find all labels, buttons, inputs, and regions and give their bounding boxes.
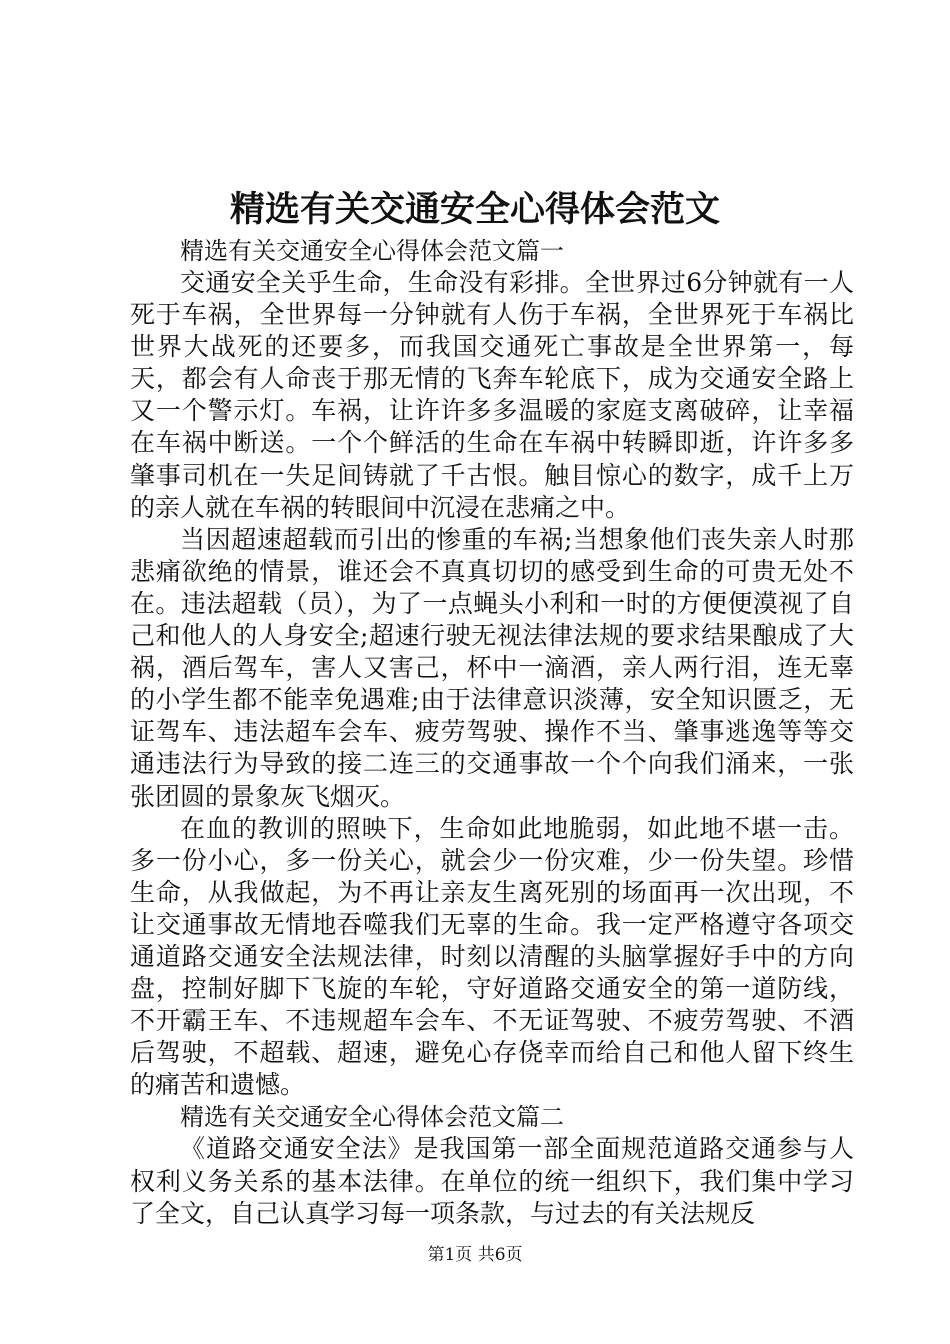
paragraph: 交通安全关乎生命，生命没有彩排。全世界过6分钟就有一人死于车祸，全世界每一分钟就有人伤于车祸，全世界死于车祸比世界大战死的还要多，而我国交通死亡事故是全世界第一，每天，都会有人命丧于那无情的飞奔车轮底下，成为交通安全路上又一个警示灯。车祸，让许许多多温暖的家庭支离破碎，让幸福在车祸中断送。一个个鲜活的生命在车祸中转瞬即逝，许许多多肇事司机在一失足间铸就了千古恨。触目惊心的数字，成千上万的亲人就在车祸的转眼间中沉浸在悲痛之中。 xyxy=(130,268,854,522)
document-body xyxy=(130,235,854,1230)
paragraph: 当因超速超载而引出的惨重的车祸;当想象他们丧失亲人时那悲痛欲绝的情景，谁还会不真真切切的感受到生命的可贵无处不在。违法超载（员），为了一点蝇头小利和一时的方便便漠视了自己和他人的人身安全;超速行驶无视法律法规的要求结果酿成了大祸，酒后驾车，害人又害己，杯中一滴酒，亲人两行泪，连无辜的小学生都不能幸免遇难;由于法律意识淡薄，安全知识匮乏，无证驾车、违法超车会车、疲劳驾驶、操作不当、肇事逃逸等等交通违法行为导致的接二连三的交通事故一个个向我们涌来，一张张团圆的景象灰飞烟灭。 xyxy=(130,524,854,811)
section-heading-2: 精选有关交通安全心得体会范文篇二 xyxy=(180,1103,564,1132)
document-title: 精选有关交通安全心得体会范文 xyxy=(229,189,720,230)
section-heading-1: 精选有关交通安全心得体会范文篇一 xyxy=(180,237,564,265)
page-number-footer: 第1页 共6页 xyxy=(427,1245,523,1265)
paragraph: 《道路交通安全法》是我国第一部全面规范道路交通参与人权利义务关系的基本法律。在单位的统一组织下，我们集中学习了全文，自己认真学习每一项条款，与过去的有关法规反 xyxy=(130,1134,854,1228)
paragraph: 在血的教训的照映下，生命如此地脆弱，如此地不堪一击。多一份小心，多一份关心，就会少一份灾难，少一份失望。珍惜生命，从我做起，为不再让亲友生离死别的场面再一次出现，不让交通事故无情地吞噬我们无辜的生命。我一定严格遵守各项交通道路交通安全法规法律，时刻以清醒的头脑掌握好手中的方向盘，控制好脚下飞旋的车轮，守好道路交通安全的第一道防线，不开霸王车、不违规超车会车、不无证驾驶、不疲劳驾驶、不酒后驾驶，不超载、超速，避免心存侥幸而给自己和他人留下终生的痛苦和遗憾。 xyxy=(130,813,854,1100)
